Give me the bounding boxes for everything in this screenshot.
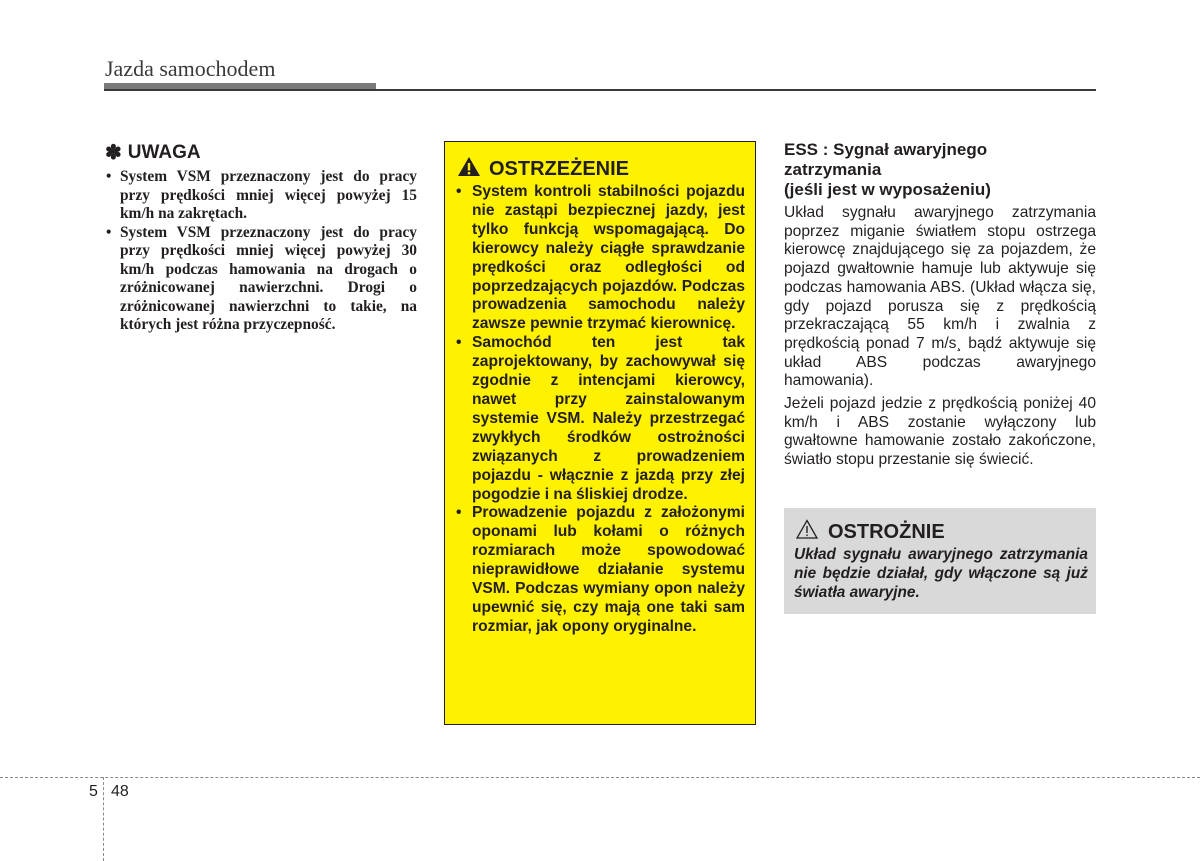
caution-box [784, 508, 1096, 614]
ess-section [784, 140, 1096, 601]
warning-list [455, 183, 745, 637]
ess-heading-line: zatrzymania [784, 160, 882, 179]
warning-triangle-icon [457, 156, 481, 183]
page-number: 48 [111, 783, 129, 800]
note-title: UWAGA [127, 141, 201, 163]
footer-divider [0, 777, 1200, 778]
caution-triangle-icon [796, 519, 818, 545]
caution-text: Układ sygnału awaryjnego zatrzymania nie będzie działał, gdy włączone są już światła awaryjne. [794, 546, 1088, 601]
chapter-number: 5 [89, 783, 98, 800]
note-list [105, 168, 417, 335]
ess-paragraph: Jeżeli pojazd jedzie z prędkością poniżej 40 km/h i ABS zostanie wyłączony lub gwałtowne hamowanie zostało zakończone, światło stopu przestanie się świecić. [784, 395, 1096, 469]
warning-title: OSTRZEŻENIE [489, 158, 630, 180]
section-title: Jazda samochodem [105, 56, 276, 81]
ess-heading-line: ESS : Sygnał awaryjnego [784, 140, 988, 159]
header-rule-thin [104, 89, 1096, 91]
warning-heading [457, 156, 629, 183]
caution-title: OSTROŻNIE [828, 520, 945, 543]
caution-heading [796, 519, 945, 545]
ess-heading [784, 140, 1096, 200]
list-item: • Prowadzenie pojazdu z założonymi oponami lub kołami o różnych rozmiarach może spowodować nieprawidłowe działanie systemu VSM. Podczas wymiany opon należy upewnić się, czy mają one taki sam rozmiar, jak opony oryginalne. [455, 504, 745, 636]
note-heading [105, 140, 417, 165]
warning-box [444, 141, 756, 725]
footer-divider-vertical [103, 777, 104, 861]
note-section [105, 140, 417, 335]
ess-paragraph: Układ sygnału awaryjnego zatrzymania poprzez miganie światłem stopu ostrzega kierowcę znajdującego się za pojazdem, że pojazd gwałtownie hamuje lub aktywuje się podczas hamowania ABS. (Układ włącza się, gdy pojazd porusza się z prędkością przekraczającą 55 km/h i zwalnia z prędkością ponad 7 m/s¸ bądź aktywuje się układ ABS podczas awaryjnego hamowania). [784, 204, 1096, 390]
list-item: • System VSM przeznaczony jest do pracy przy prędkości mniej więcej powyżej 15 km/h na zakrętach. [105, 168, 417, 224]
asterisk-icon: ✽ [105, 142, 122, 164]
list-item: • Samochód ten jest tak zaprojektowany, by zachowywał się zgodnie z intencjami kierowcy, nawet przy zainstalowanym systemie VSM. Należy przestrzegać zwykłych środków ostrożności związanych z prowadzeniem pojazdu - włącznie z jazdą przy złej pogodzie i na śliskiej drodze. [455, 334, 745, 504]
ess-heading-line: (jeśli jest w wyposażeniu) [784, 180, 991, 199]
list-item: • System kontroli stabilności pojazdu nie zastąpi bezpiecznej jazdy, jest tylko funkcją wspomagającą. Do kierowcy należy ciągłe sprawdzanie prędkości oraz odległości od poprzedzających pojazdów. Podczas prowadzenia samochodu należy zawsze pewnie trzymać kierownicę. [455, 183, 745, 334]
list-item: • System VSM przeznaczony jest do pracy przy prędkości mniej więcej powyżej 30 km/h podczas hamowania na drogach o zróżnicowanej nawierzchni. Drogi o zróżnicowanej nawierzchni to takie, na których jest różna przyczepność. [105, 224, 417, 335]
